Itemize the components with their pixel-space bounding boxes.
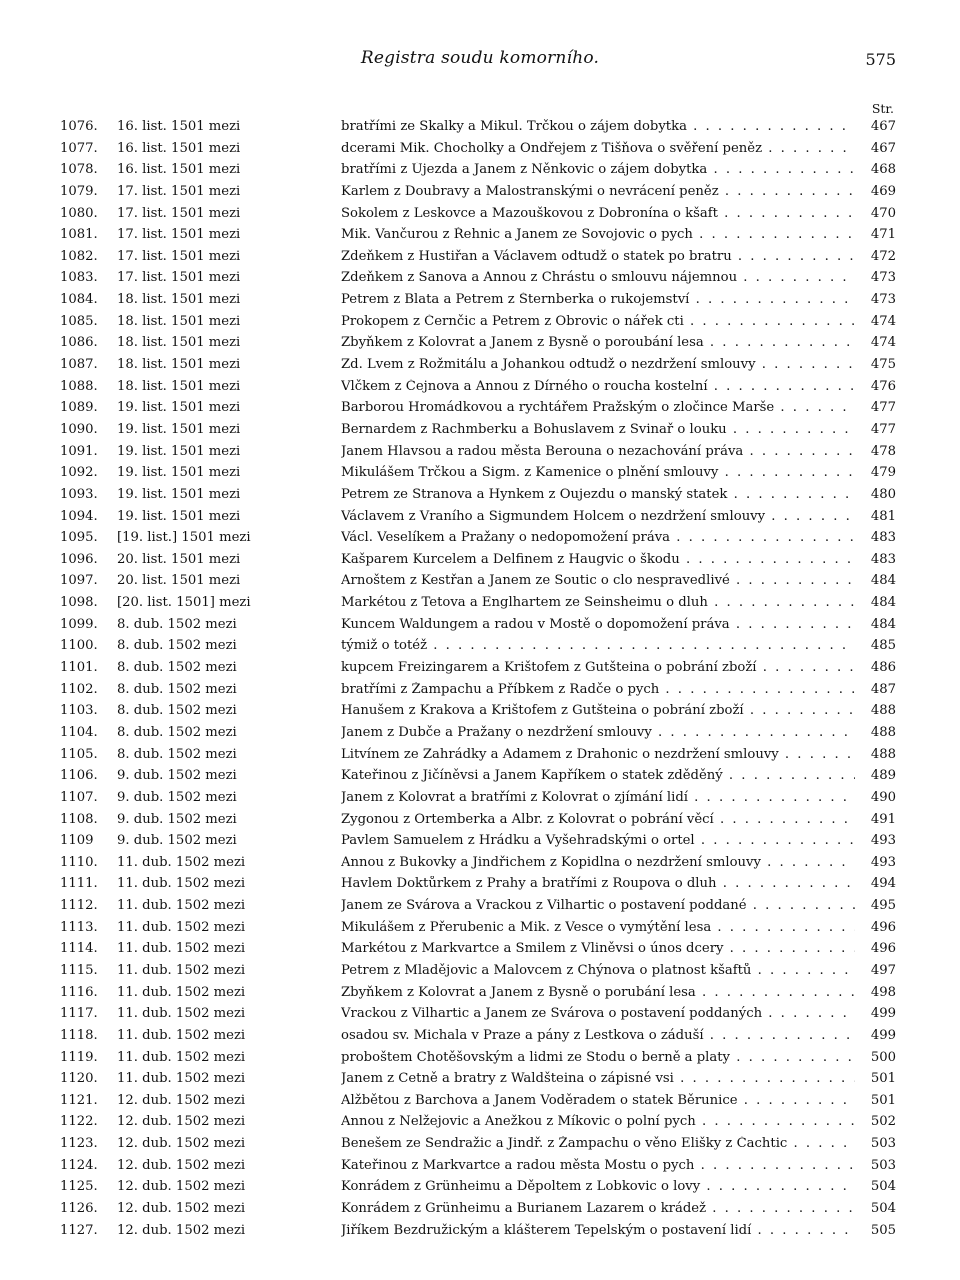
entry-number: 1091. <box>60 443 98 459</box>
entry-date: 9. dub. 1502 mezi <box>117 789 237 805</box>
entry-date: 17. list. 1501 mezi <box>117 227 241 243</box>
entry-page: 504 <box>870 1179 896 1195</box>
entry-number: 1106. <box>60 768 98 784</box>
entry-description: Kuncem Waldungem a radou v Mostě o dopomožení práva . . . <box>341 617 855 632</box>
entry-row <box>60 141 896 163</box>
entry-page: 503 <box>870 1157 896 1173</box>
entry-date: 16. list. 1501 mezi <box>117 140 241 156</box>
entry-row <box>60 941 896 963</box>
entry-row <box>60 1179 896 1201</box>
entry-number: 1107. <box>60 789 98 805</box>
entry-page: 484 <box>870 616 896 632</box>
entry-number: 1125. <box>60 1179 98 1195</box>
running-title: Registra soudu komorního. <box>360 48 600 68</box>
entry-date: [20. list. 1501] mezi <box>117 595 251 611</box>
entry-page: 484 <box>870 595 896 611</box>
entry-description: Petrem z Blata a Petrem z Šternberka o rukojemství . . . <box>341 292 855 307</box>
entry-page: 486 <box>870 660 896 676</box>
entry-number: 1078. <box>60 162 98 178</box>
entry-row <box>60 1050 896 1072</box>
entry-list <box>60 119 896 1244</box>
entry-page: 499 <box>870 1006 896 1022</box>
entry-description: Barborou Hromádkovou a rychtářem Pražským o zločince Marše . . . <box>341 400 855 415</box>
entry-number: 1116. <box>60 984 98 1000</box>
entry-row <box>60 898 896 920</box>
entry-page: 469 <box>870 183 896 199</box>
entry-page: 502 <box>870 1114 896 1130</box>
entry-row <box>60 1223 896 1245</box>
entry-page: 504 <box>870 1201 896 1217</box>
entry-date: 17. list. 1501 mezi <box>117 205 241 221</box>
entry-row <box>60 162 896 184</box>
entry-row <box>60 119 896 141</box>
entry-row <box>60 1201 896 1223</box>
entry-date: 8. dub. 1502 mezi <box>117 660 237 676</box>
entry-row <box>60 725 896 747</box>
entry-description: osadou sv. Michala v Praze a pány z Lestkova o záduší . . . <box>341 1028 855 1043</box>
entry-number: 1089. <box>60 400 98 416</box>
entry-row <box>60 985 896 1007</box>
entry-date: 18. list. 1501 mezi <box>117 357 241 373</box>
entry-number: 1095. <box>60 530 98 546</box>
entry-row <box>60 1158 896 1180</box>
entry-date: 9. dub. 1502 mezi <box>117 833 237 849</box>
entry-row <box>60 1136 896 1158</box>
entry-description: kupcem Freizingarem a Krištofem z Gutšteina o pobrání zboží . . . <box>341 660 855 675</box>
entry-page: 473 <box>870 270 896 286</box>
entry-date: 18. list. 1501 mezi <box>117 313 241 329</box>
entry-description: Janem z Dubče a Pražany o nezdržení smlouvy . . . <box>341 725 855 740</box>
entry-page: 467 <box>870 140 896 156</box>
entry-page: 490 <box>870 789 896 805</box>
entry-page: 501 <box>870 1071 896 1087</box>
entry-row <box>60 573 896 595</box>
entry-number: 1097. <box>60 573 98 589</box>
entry-date: 8. dub. 1502 mezi <box>117 746 237 762</box>
entry-page: 494 <box>870 876 896 892</box>
entry-date: 16. list. 1501 mezi <box>117 119 241 134</box>
entry-page: 485 <box>870 638 896 654</box>
entry-description: Zdeňkem z Šanova a Annou z Chrástu o smlouvu nájemnou . . . <box>341 270 855 285</box>
entry-number: 1088. <box>60 378 98 394</box>
entry-date: [19. list.] 1501 mezi <box>117 530 251 546</box>
entry-page: 505 <box>870 1222 896 1238</box>
entry-page: 498 <box>870 984 896 1000</box>
entry-description: Havlem Doktůrkem z Prahy a bratřími z Roupova o dluh . . . <box>341 876 855 891</box>
entry-description: Zdeňkem z Hustiřan a Václavem odtudž o statek po bratru . . . <box>341 249 855 264</box>
entry-row <box>60 509 896 531</box>
entry-description: Markétou z Tetova a Englhartem ze Seinsheimu o dluh . . . <box>341 595 855 610</box>
entry-number: 1126. <box>60 1201 98 1217</box>
entry-date: 18. list. 1501 mezi <box>117 292 241 308</box>
entry-date: 11. dub. 1502 mezi <box>117 984 246 1000</box>
entry-number: 1111. <box>60 876 98 892</box>
entry-number: 1081. <box>60 227 98 243</box>
entry-date: 8. dub. 1502 mezi <box>117 616 237 632</box>
entry-date: 11. dub. 1502 mezi <box>117 941 246 957</box>
entry-number: 1085. <box>60 313 98 329</box>
entry-row <box>60 400 896 422</box>
entry-description: Konrádem z Grünheimu a Burianem Lazarem o krádež . . . <box>341 1201 855 1216</box>
entry-number: 1105. <box>60 746 98 762</box>
page-column-label: Str. <box>871 101 894 116</box>
entry-description: Annou z Bukovky a Jindřichem z Kopidlna o nezdržení smlouvy . . . <box>341 855 855 870</box>
entry-description: Litvínem ze Zahrádky a Adamem z Drahonic o nezdržení smlouvy . . . <box>341 747 855 762</box>
entry-page: 467 <box>870 119 896 134</box>
entry-date: 19. list. 1501 mezi <box>117 443 241 459</box>
entry-date: 12. dub. 1502 mezi <box>117 1114 246 1130</box>
entry-description: Kateřinou z Jičíněvsi a Janem Kapříkem o statek zděděný . . . <box>341 768 855 783</box>
entry-row <box>60 1006 896 1028</box>
entry-page: 480 <box>870 486 896 502</box>
entry-date: 11. dub. 1502 mezi <box>117 919 246 935</box>
entry-page: 499 <box>870 1027 896 1043</box>
entry-number: 1087. <box>60 357 98 373</box>
entry-row <box>60 552 896 574</box>
entry-page: 497 <box>870 962 896 978</box>
entry-page: 495 <box>870 898 896 914</box>
entry-description: Konrádem z Grünheimu a Děpoltem z Lobkovic o lovy . . . <box>341 1179 855 1194</box>
entry-description: Petrem z Mladějovic a Malovcem z Chýnova o platnost kšaftů . . . <box>341 963 855 978</box>
entry-date: 17. list. 1501 mezi <box>117 270 241 286</box>
entry-page: 491 <box>870 811 896 827</box>
entry-date: 18. list. 1501 mezi <box>117 335 241 351</box>
entry-page: 477 <box>870 421 896 437</box>
entry-number: 1092. <box>60 465 98 481</box>
entry-number: 1104. <box>60 724 98 740</box>
entry-page: 487 <box>870 681 896 697</box>
entry-description: Arnoštem z Kestřan a Janem ze Soutic o clo nespravedlivé . . . <box>341 573 855 588</box>
entry-date: 11. dub. 1502 mezi <box>117 962 246 978</box>
entry-date: 9. dub. 1502 mezi <box>117 768 237 784</box>
entry-row <box>60 812 896 834</box>
entry-number: 1122. <box>60 1114 98 1130</box>
entry-description: bratřími z Újezda a Janem z Něnkovic o zájem dobytka . . . <box>341 162 855 177</box>
entry-row <box>60 920 896 942</box>
entry-number: 1124. <box>60 1157 98 1173</box>
entry-number: 1127. <box>60 1222 98 1238</box>
entry-page: 476 <box>870 378 896 394</box>
entry-date: 19. list. 1501 mezi <box>117 400 241 416</box>
page-number: 575 <box>865 50 896 69</box>
entry-row <box>60 790 896 812</box>
document-page <box>60 0 900 1280</box>
entry-number: 1080. <box>60 205 98 221</box>
entry-page: 473 <box>870 292 896 308</box>
entry-date: 19. list. 1501 mezi <box>117 465 241 481</box>
entry-row <box>60 660 896 682</box>
entry-date: 20. list. 1501 mezi <box>117 573 241 589</box>
entry-description: Vlčkem z Čejnova a Annou z Dírného o roucha kostelní . . . <box>341 379 855 394</box>
entry-description: dcerami Mik. Chocholky a Ondřejem z Tišňova o svěření peněz . . . <box>341 141 855 156</box>
entry-page: 472 <box>870 248 896 264</box>
entry-row <box>60 335 896 357</box>
entry-date: 12. dub. 1502 mezi <box>117 1179 246 1195</box>
entry-page: 488 <box>870 746 896 762</box>
entry-description: Bernardem z Rachmberku a Bohuslavem z Svinař o louku . . . <box>341 422 855 437</box>
entry-number: 1099. <box>60 616 98 632</box>
entry-page: 478 <box>870 443 896 459</box>
entry-row <box>60 595 896 617</box>
entry-page: 479 <box>870 465 896 481</box>
entry-row <box>60 465 896 487</box>
entry-number: 1108. <box>60 811 98 827</box>
entry-date: 12. dub. 1502 mezi <box>117 1222 246 1238</box>
entry-description: Janem ze Svárova a Vrackou z Vilhartic o postavení poddané . . . <box>341 898 855 913</box>
entry-description: Janem z Cetně a bratry z Waldšteina o zápisné vsi . . . <box>341 1071 855 1086</box>
entry-row <box>60 682 896 704</box>
entry-description: Karlem z Doubravy a Malostranskými o nevrácení peněz . . . <box>341 184 855 199</box>
entry-row <box>60 270 896 292</box>
entry-description: Janem z Kolovrat a bratřími z Kolovrat o zjímání lidí . . . <box>341 790 855 805</box>
entry-number: 1077. <box>60 140 98 156</box>
entry-row <box>60 227 896 249</box>
entry-description: Hanušem z Krakova a Krištofem z Gutšteina o pobrání zboží . . . <box>341 703 855 718</box>
entry-page: 484 <box>870 573 896 589</box>
entry-description: Mikulášem z Přerubenic a Mik. z Vesce o vymýtění lesa . . . <box>341 920 855 935</box>
entry-description: Zygonou z Ortemberka a Albr. z Kolovrat o pobrání věcí . . . <box>341 812 855 827</box>
entry-date: 9. dub. 1502 mezi <box>117 811 237 827</box>
entry-number: 1112. <box>60 898 98 914</box>
entry-page: 468 <box>870 162 896 178</box>
entry-number: 1076. <box>60 119 98 134</box>
entry-description: Prokopem z Černčic a Petrem z Obrovic o nářek cti . . . <box>341 314 855 329</box>
entry-number: 1119. <box>60 1049 98 1065</box>
entry-number: 1082. <box>60 248 98 264</box>
entry-description: bratřími z Žampachu a Příbkem z Radče o pych . . . <box>341 682 855 697</box>
entry-page: 488 <box>870 703 896 719</box>
entry-page: 475 <box>870 357 896 373</box>
entry-description: Václ. Veselíkem a Pražany o nedopomožení práva . . . <box>341 530 855 545</box>
entry-row <box>60 1028 896 1050</box>
entry-page: 493 <box>870 854 896 870</box>
entry-number: 1102. <box>60 681 98 697</box>
entry-date: 11. dub. 1502 mezi <box>117 1006 246 1022</box>
entry-description: týmiž o totéž . . . <box>341 638 855 653</box>
entry-row <box>60 1093 896 1115</box>
entry-page: 501 <box>870 1092 896 1108</box>
entry-description: Václavem z Vraního a Sigmundem Holcem o nezdržení smlouvy . . . <box>341 509 855 524</box>
entry-date: 8. dub. 1502 mezi <box>117 724 237 740</box>
entry-row <box>60 1071 896 1093</box>
entry-date: 17. list. 1501 mezi <box>117 183 241 199</box>
entry-row <box>60 855 896 877</box>
entry-page: 503 <box>870 1136 896 1152</box>
entry-description: Kateřinou z Markvartce a radou města Mostu o pych . . . <box>341 1158 855 1173</box>
entry-row <box>60 249 896 271</box>
entry-description: Benešem ze Sendražic a Jindř. z Žampachu o věno Elišky z Čachtic . . . <box>341 1136 855 1151</box>
entry-row <box>60 379 896 401</box>
entry-number: 1094. <box>60 508 98 524</box>
entry-row <box>60 617 896 639</box>
entry-number: 1096. <box>60 551 98 567</box>
entry-row <box>60 747 896 769</box>
entry-number: 1090. <box>60 421 98 437</box>
entry-row <box>60 357 896 379</box>
entry-description: Mik. Vančurou z Řehnic a Janem ze Sovojovic o pych . . . <box>341 227 855 242</box>
entry-page: 470 <box>870 205 896 221</box>
entry-date: 8. dub. 1502 mezi <box>117 703 237 719</box>
entry-date: 17. list. 1501 mezi <box>117 248 241 264</box>
entry-row <box>60 1114 896 1136</box>
entry-row <box>60 314 896 336</box>
entry-description: Jiříkem Bezdružickým a klášterem Tepelským o postavení lidí . . . <box>341 1223 855 1238</box>
entry-date: 8. dub. 1502 mezi <box>117 638 237 654</box>
entry-description: proboštem Chotěšovským a lidmi ze Stodu o berně a platy . . . <box>341 1050 855 1065</box>
entry-number: 1118. <box>60 1027 98 1043</box>
entry-page: 493 <box>870 833 896 849</box>
entry-date: 20. list. 1501 mezi <box>117 551 241 567</box>
entry-description: Annou z Nelžejovic a Anežkou z Míkovic o polní pych . . . <box>341 1114 855 1129</box>
entry-description: Vrackou z Vilhartic a Janem ze Svárova o postavení poddaných . . . <box>341 1006 855 1021</box>
entry-row <box>60 487 896 509</box>
entry-date: 19. list. 1501 mezi <box>117 486 241 502</box>
entry-number: 1109 <box>60 833 94 849</box>
entry-date: 8. dub. 1502 mezi <box>117 681 237 697</box>
entry-number: 1083. <box>60 270 98 286</box>
entry-row <box>60 422 896 444</box>
entry-date: 12. dub. 1502 mezi <box>117 1157 246 1173</box>
entry-number: 1115. <box>60 962 98 978</box>
entry-page: 496 <box>870 941 896 957</box>
entry-date: 19. list. 1501 mezi <box>117 508 241 524</box>
entry-description: Zbyňkem z Kolovrat a Janem z Bysně o porubání lesa . . . <box>341 985 855 1000</box>
entry-description: Kašparem Kurcelem a Delfinem z Haugvic o škodu . . . <box>341 552 855 567</box>
entry-date: 11. dub. 1502 mezi <box>117 1049 246 1065</box>
entry-page: 483 <box>870 530 896 546</box>
entry-description: Alžbětou z Barchova a Janem Voděradem o statek Běrunice . . . <box>341 1093 855 1108</box>
entry-date: 11. dub. 1502 mezi <box>117 898 246 914</box>
entry-page: 500 <box>870 1049 896 1065</box>
entry-row <box>60 530 896 552</box>
entry-row <box>60 638 896 660</box>
entry-description: Zbyňkem z Kolovrat a Janem z Bysně o poroubání lesa . . . <box>341 335 855 350</box>
entry-row <box>60 184 896 206</box>
entry-number: 1120. <box>60 1071 98 1087</box>
entry-row <box>60 768 896 790</box>
entry-number: 1101. <box>60 660 98 676</box>
entry-number: 1086. <box>60 335 98 351</box>
entry-date: 12. dub. 1502 mezi <box>117 1201 246 1217</box>
entry-description: Mikulášem Trčkou a Sigm. z Kamenice o plnění smlouvy . . . <box>341 465 855 480</box>
entry-date: 19. list. 1501 mezi <box>117 421 241 437</box>
entry-date: 11. dub. 1502 mezi <box>117 854 246 870</box>
entry-description: bratřími ze Skalky a Mikul. Trčkou o zájem dobytka . . . <box>341 119 855 134</box>
entry-page: 471 <box>870 227 896 243</box>
entry-number: 1113. <box>60 919 98 935</box>
entry-page: 496 <box>870 919 896 935</box>
entry-row <box>60 963 896 985</box>
entry-date: 11. dub. 1502 mezi <box>117 876 246 892</box>
entry-number: 1110. <box>60 854 98 870</box>
entry-page: 477 <box>870 400 896 416</box>
entry-page: 474 <box>870 313 896 329</box>
entry-date: 11. dub. 1502 mezi <box>117 1071 246 1087</box>
entry-number: 1114. <box>60 941 98 957</box>
entry-description: Zd. Lvem z Rožmitálu a Johankou odtudž o nezdržení smlouvy . . . <box>341 357 855 372</box>
entry-number: 1098. <box>60 595 98 611</box>
entry-row <box>60 833 896 855</box>
entry-page: 483 <box>870 551 896 567</box>
entry-row <box>60 292 896 314</box>
entry-row <box>60 703 896 725</box>
entry-date: 16. list. 1501 mezi <box>117 162 241 178</box>
entry-page: 474 <box>870 335 896 351</box>
entry-number: 1103. <box>60 703 98 719</box>
entry-description: Markétou z Markvartce a Smilem z Vliněvsi o únos dcery . . . <box>341 941 855 956</box>
entry-row <box>60 444 896 466</box>
entry-description: Janem Hlavsou a radou města Berouna o nezachování práva . . . <box>341 444 855 459</box>
entry-number: 1123. <box>60 1136 98 1152</box>
entry-number: 1117. <box>60 1006 98 1022</box>
entry-description: Petrem ze Stranova a Hynkem z Oujezdu o manský statek . . . <box>341 487 855 502</box>
entry-description: Sokolem z Leskovce a Mazouškovou z Dobronína o kšaft . . . <box>341 206 855 221</box>
entry-page: 481 <box>870 508 896 524</box>
entry-date: 12. dub. 1502 mezi <box>117 1092 246 1108</box>
entry-date: 12. dub. 1502 mezi <box>117 1136 246 1152</box>
entry-number: 1079. <box>60 183 98 199</box>
entry-date: 18. list. 1501 mezi <box>117 378 241 394</box>
entry-row <box>60 206 896 228</box>
entry-number: 1121. <box>60 1092 98 1108</box>
entry-number: 1100. <box>60 638 98 654</box>
entry-page: 489 <box>870 768 896 784</box>
entry-row <box>60 876 896 898</box>
entry-number: 1093. <box>60 486 98 502</box>
entry-date: 11. dub. 1502 mezi <box>117 1027 246 1043</box>
entry-number: 1084. <box>60 292 98 308</box>
entry-page: 488 <box>870 724 896 740</box>
entry-description: Pavlem Samuelem z Hrádku a Vyšehradskými o ortel . . . <box>341 833 855 848</box>
